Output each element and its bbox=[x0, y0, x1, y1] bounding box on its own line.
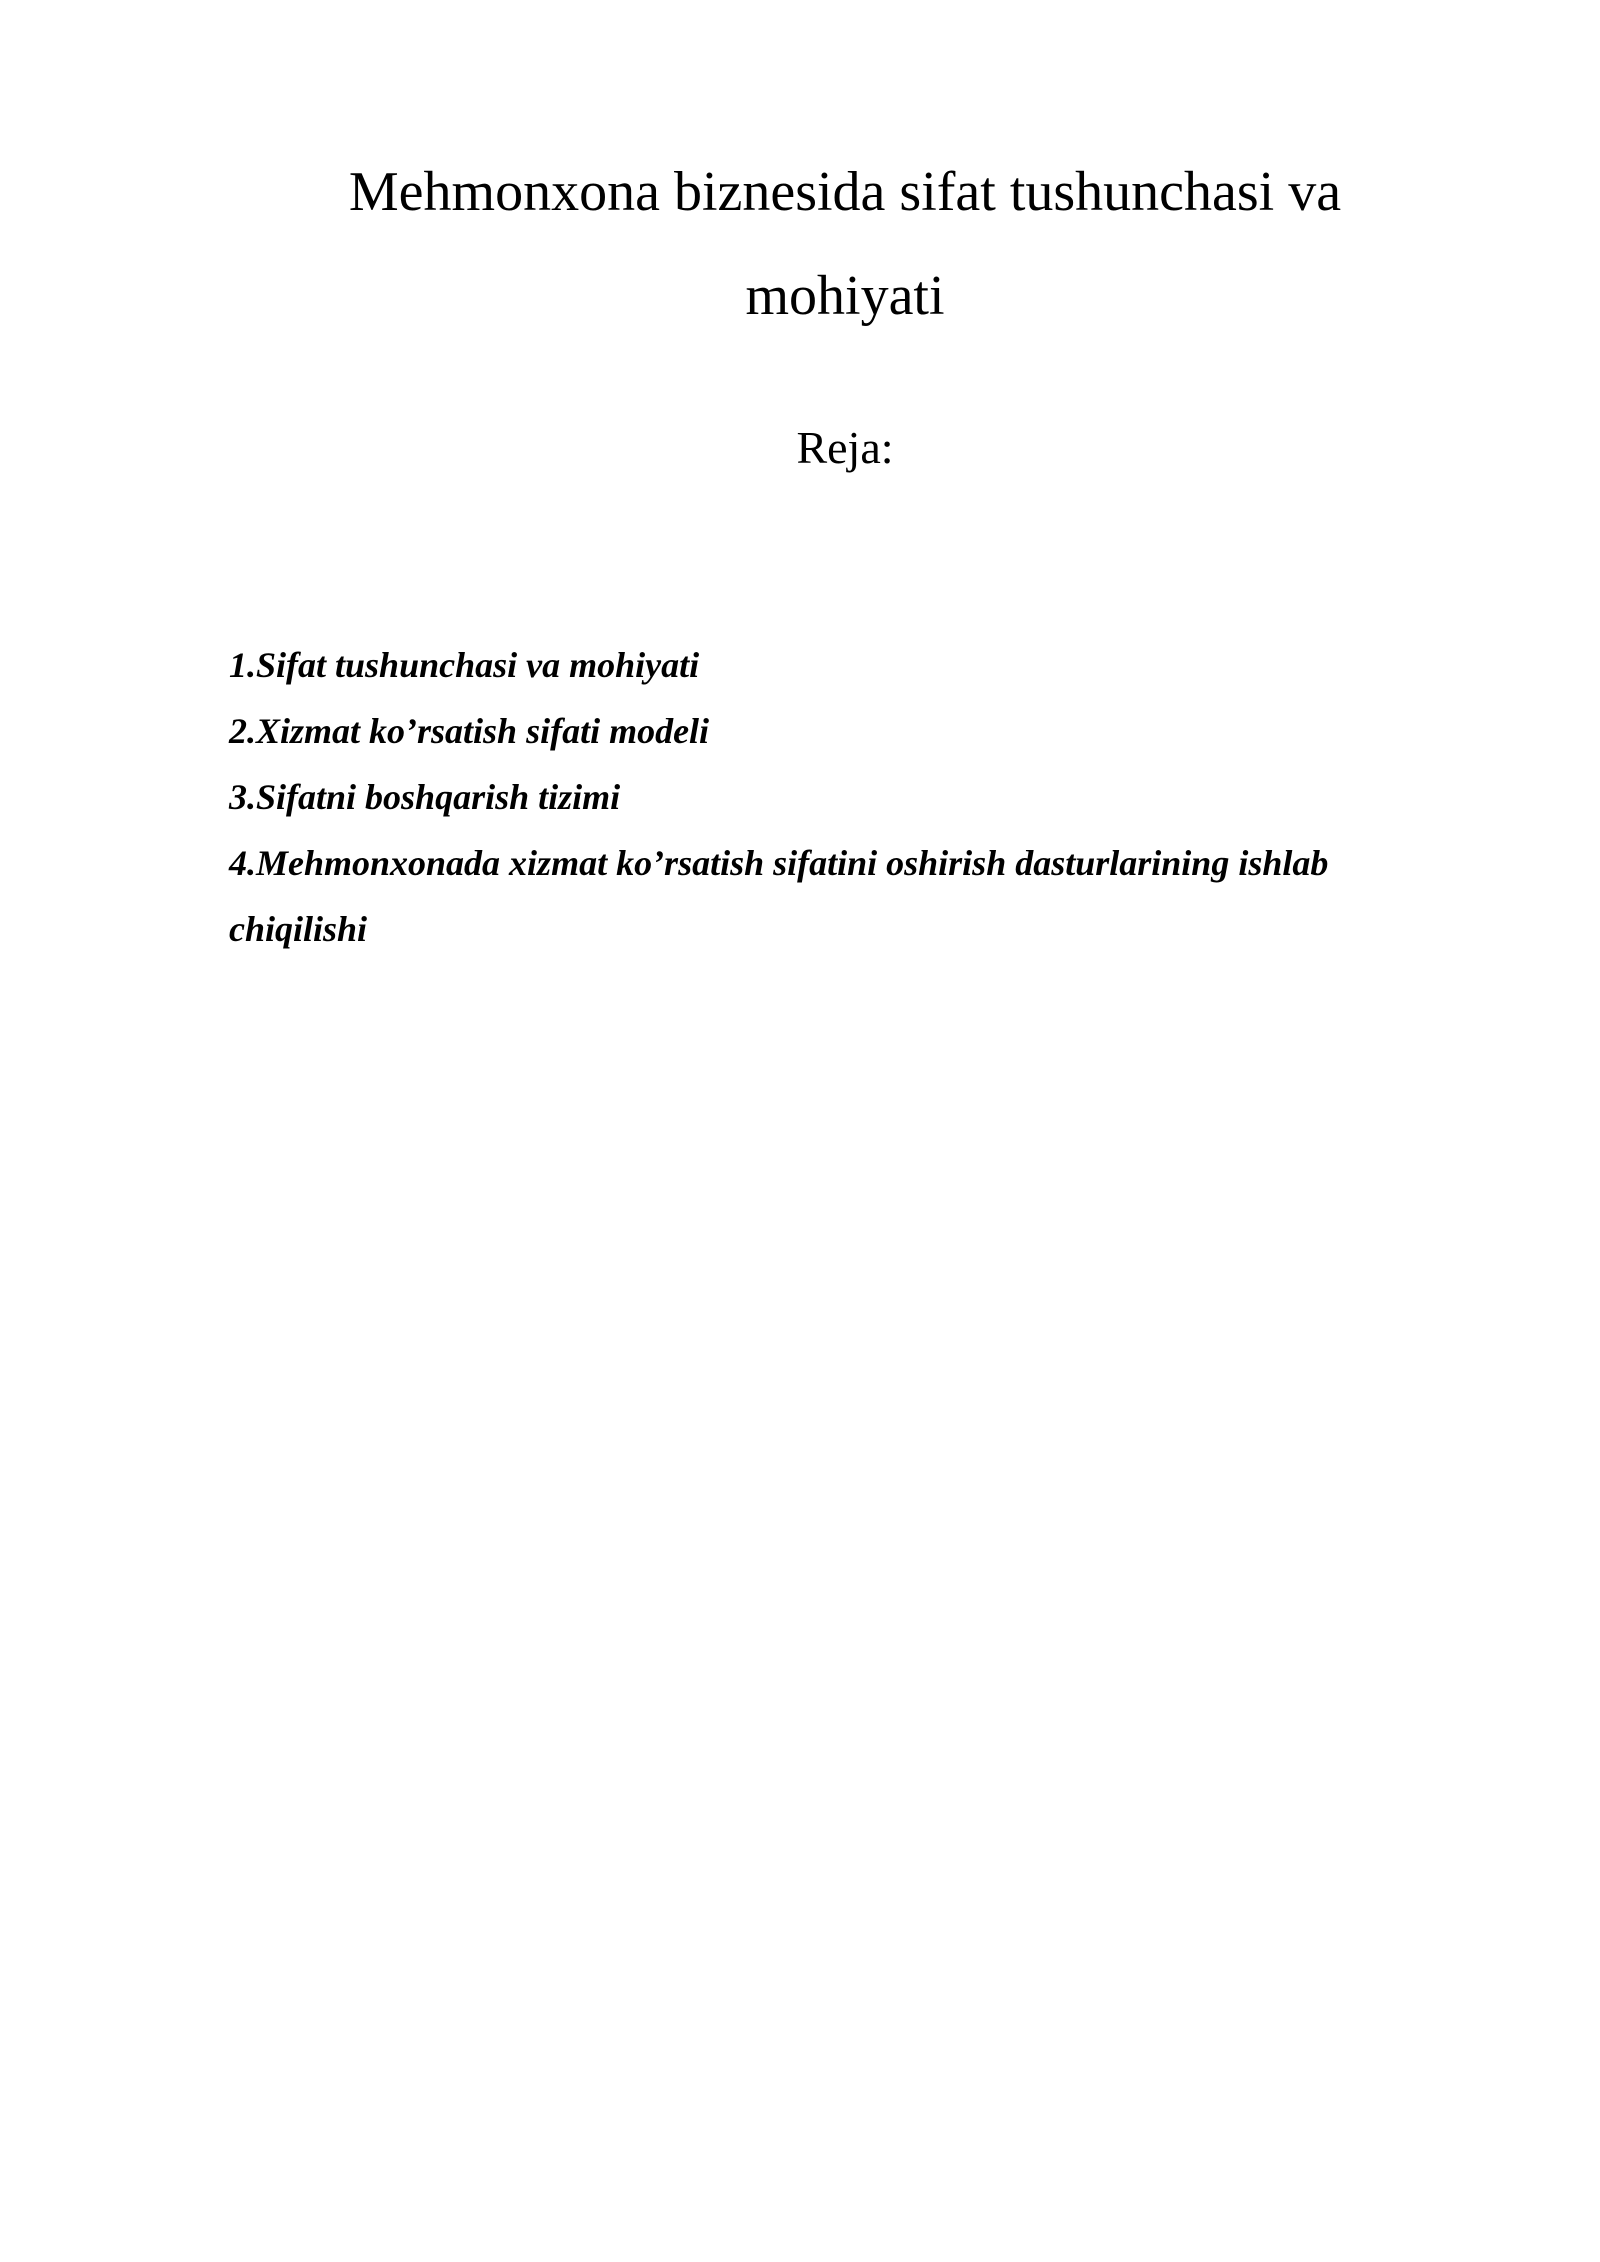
plan-item-1: 1.Sifat tushunchasi va mohiyati bbox=[229, 645, 700, 685]
plan-item-2: 2.Xizmat ko’rsatish sifati modeli bbox=[229, 711, 710, 751]
title-line-1: Mehmonxona biznesida sifat tushunchasi va bbox=[348, 161, 1342, 223]
plan-heading: Reja: bbox=[796, 422, 894, 473]
plan-list bbox=[229, 632, 1409, 962]
plan-item-3: 3.Sifatni boshqarish tizimi bbox=[229, 777, 621, 817]
title-line-2: mohiyati bbox=[745, 265, 945, 327]
document-title bbox=[300, 140, 1390, 348]
plan-item-4: 4.Mehmonxonada xizmat ko’rsatish sifatini oshirish dasturlarining ishlab chiqilishi bbox=[229, 843, 1329, 949]
